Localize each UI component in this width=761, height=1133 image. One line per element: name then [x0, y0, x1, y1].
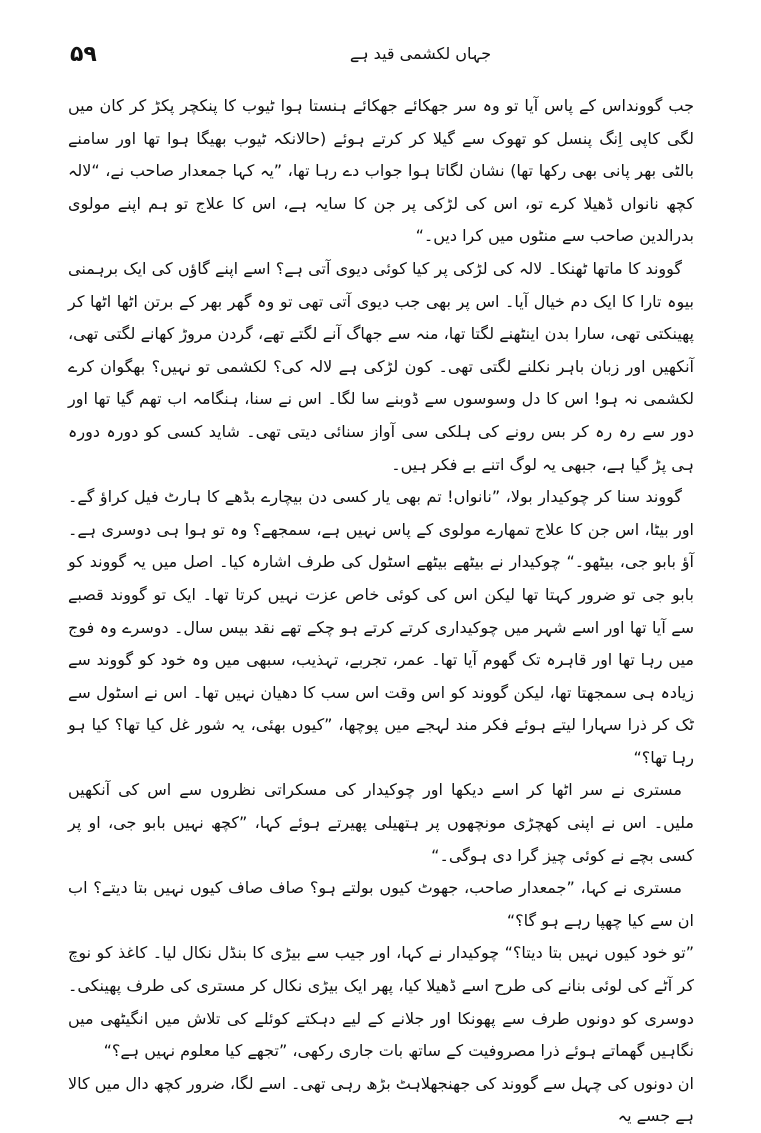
- paragraph: گووند سنا کر چوکیدار بولا، ”نانواں! تم بھی یار کسی دن بیچارے بڈھے کا ہارٹ فیل کراؤ گے۔ اور بیٹا، اس جن کا علاج تمھارے مولوی کے پاس نہیں ہے، سمجھے؟ وہ تو ہوا ہی دوسری ہے۔ آؤ بابو جی، بیٹھو۔“ چوکیدار نے بیٹھے بیٹھے اسٹول کی طرف اشارہ کیا۔ اصل میں یہ گووند کو بابو جی تو ضرور کہتا تھا لیکن اس کی کوئی خاص عزت نہیں کرتا تھا۔ ایک تو گووند قصبے سے آیا تھا اور اسے شہر میں چوکیداری کرتے کرتے ہو چکے تھے نقد بیس سال۔ دوسرے وہ فوج میں رہا تھا اور قاہرہ تک گھوم آیا تھا۔ عمر، تجربے، تہذیب، سبھی میں وہ خود کو گووند سے زیادہ ہی سمجھتا تھا، لیکن گووند کو اس وقت اس سب کا دھیان نہیں تھا۔ اس نے اسٹول سے ٹک کر ذرا سہارا لیتے ہوئے فکر مند لہجے میں پوچھا، ”کیوں بھئی، یہ شور غل کیا تھا؟ کیا ہو رہا تھا؟“: [68, 487, 694, 767]
- body-text: [68, 90, 694, 1126]
- paragraph: ان دونوں کی چہل سے گووند کی جھنجھلاہٹ بڑھ رہی تھی۔ اسے لگا، ضرور کچھ دال میں کالا ہے جسے یہ: [68, 1073, 694, 1126]
- paragraph: مستری نے کہا، ”جمعدار صاحب، جھوٹ کیوں بولتے ہو؟ صاف صاف کیوں نہیں بتا دیتے؟ اب ان سے کیا چھپا رہے ہو گا؟“: [68, 878, 694, 930]
- page-header: [70, 38, 691, 78]
- paragraph: جب گوونداس کے پاس آیا تو وہ سر جھکائے جھکائے ہنستا ہوا ٹیوب کا پنکچر پکڑ کر کان میں لگی کاپی اِنگ پنسل کو تھوک سے گیلا کر کرتے ہوئے (حالانکہ ٹیوب بھیگا ہوا تھا اور سامنے بالٹی بھر پانی بھی رکھا تھا) نشان لگاتا ہوا جواب دے رہا تھا، ”یہ کہا جمعدار صاحب نے، “لالہ کچھ نانواں ڈھیلا کرے تو، اس کی لڑکی پر جن کا سایہ ہے، اس کا علاج تو ہم اپنے مولوی بدرالدین صاحب سے منٹوں میں کرا دیں۔“: [68, 96, 694, 246]
- paragraph: گووند کا ماتھا ٹھنکا۔ لالہ کی لڑکی پر کیا کوئی دیوی آتی ہے؟ اسے اپنے گاؤں کی ایک برہمنی بیوہ تارا کا ایک دم خیال آیا۔ اس پر بھی جب دیوی آتی تھی تو وہ گھر بھر کے برتن اٹھا اٹھا کر پھینکتی تھی، سارا بدن اینٹھنے لگتا تھا، منہ سے جھاگ آنے لگتے تھے، گردن مروڑ کھانے لگتی تھی، آنکھیں اور زبان باہر نکلنے لگتی تھی۔ کون لڑکی ہے لالہ کی؟ لکشمی تو نہیں؟ بھگوان کرے لکشمی نہ ہو! اس کا دل وسوسوں سے ڈوبنے سا لگا۔ اس نے سنا، ہنگامہ اب تھم گیا تھا اور دور سے رہ رہ کر بس رونے کی ہلکی سی آواز سنائی دیتی تھی۔ شاید کسی کو دورہ دورہ ہی پڑ گیا ہے، جبھی یہ لوگ اتنے بے فکر ہیں۔: [68, 258, 694, 474]
- running-title: جہاں لکشمی قید ہے: [349, 44, 492, 63]
- page-number: ۵۹: [70, 42, 97, 67]
- paragraph: ”تو خود کیوں نہیں بتا دیتا؟“ چوکیدار نے کہا، اور جیب سے بیڑی کا بنڈل نکال لیا۔ کاغذ کو نوچ کر آٹے کی لوئی بنانے کی طرح اسے ڈھیلا کیا، پھر ایک بیڑی نکال کر مستری کی طرف پھینکی۔ دوسری کو دونوں طرف سے پھونکا اور جلانے کے لیے دہکتے کوئلے کی تلاش میں انگیٹھی میں نگاہیں گھماتے ہوئے ذرا مصروفیت کے ساتھ بات جاری رکھی، ”تجھے کیا معلوم نہیں ہے؟“: [68, 943, 694, 1061]
- paragraph: مستری نے سر اٹھا کر اسے دیکھا اور چوکیدار کی مسکراتی نظروں سے اس کی آنکھیں ملیں۔ اس نے اپنی کھچڑی مونچھوں پر ہتھیلی پھیرتے ہوئے کہا، ”کچھ نہیں بابو جی، او پر کسی بچے نے کوئی چیز گرا دی ہوگی۔“: [68, 780, 694, 865]
